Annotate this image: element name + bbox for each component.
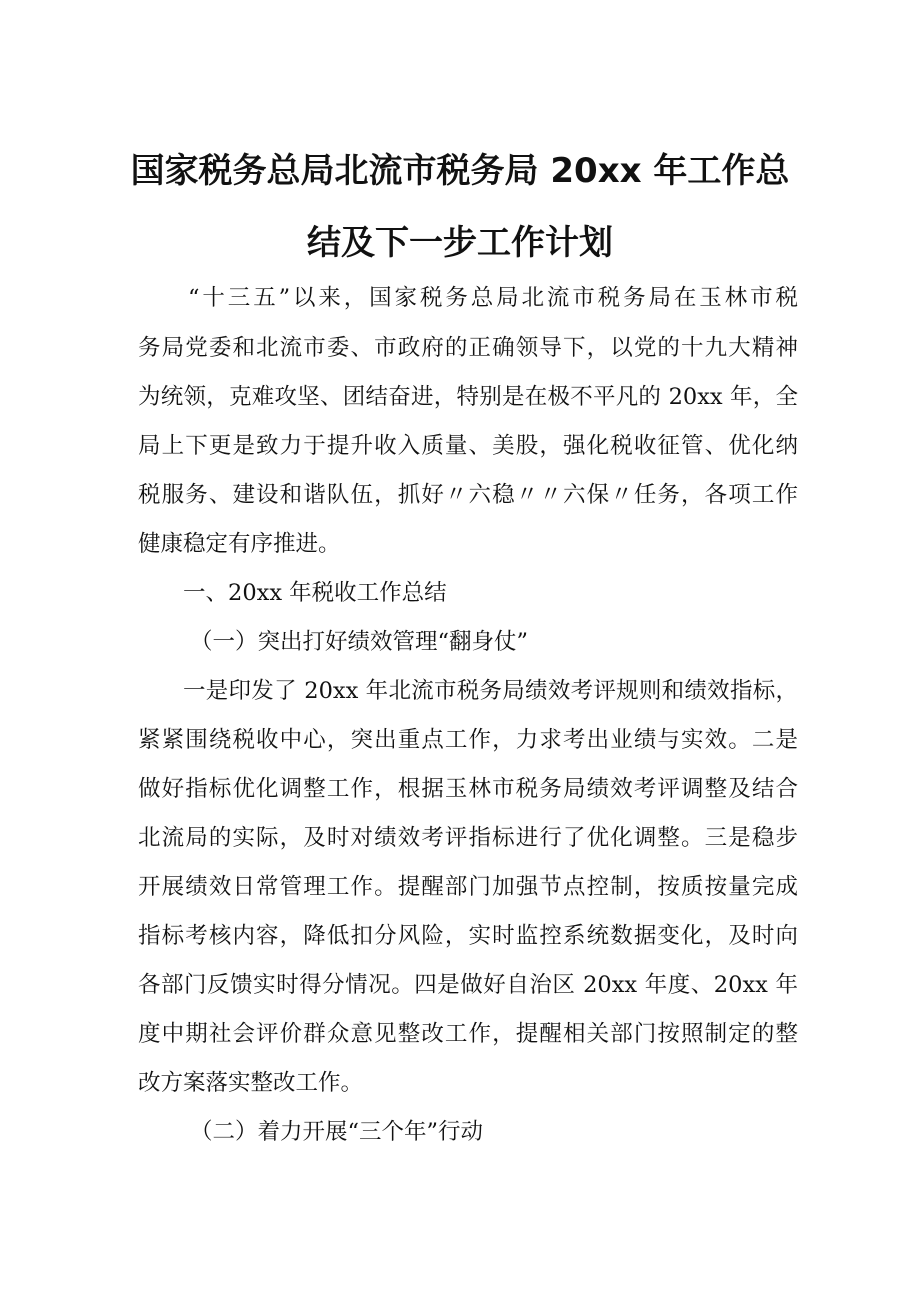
paragraph-line: 改方案落实整改工作。: [138, 1070, 364, 1096]
paragraph-line: 局上下更是致力于提升收入质量、美股，强化税收征管、优化纳: [138, 433, 798, 459]
section-heading: 一、20xx 年税收工作总结: [183, 580, 447, 606]
document-title-line-2: 结及下一步工作计划: [307, 223, 613, 263]
paragraph-line: 开展绩效日常管理工作。提醒部门加强节点控制，按质按量完成: [138, 874, 798, 900]
paragraph-line: “十三五”以来，国家税务总局北流市税务局在玉林市税: [188, 285, 798, 311]
paragraph-line: 北流局的实际，及时对绩效考评指标进行了优化调整。三是稳步: [138, 825, 798, 851]
paragraph-line: 为统领，克难攻坚、团结奋进，特别是在极不平凡的 20xx 年，全: [138, 384, 798, 410]
paragraph-line: 各部门反馈实时得分情况。四是做好自治区 20xx 年度、20xx 年: [138, 972, 798, 998]
subsection-heading: （一）突出打好绩效管理“翻身仗”: [190, 629, 529, 655]
paragraph-line: 指标考核内容，降低扣分风险，实时监控系统数据变化，及时向: [138, 923, 798, 949]
paragraph-line: 紧紧围绕税收中心，突出重点工作，力求考出业绩与实效。二是: [138, 727, 798, 753]
subsection-heading: （二）着力开展“三个年”行动: [190, 1119, 484, 1145]
paragraph-line: 税服务、建设和谐队伍，抓好〃六稳〃〃六保〃任务，各项工作: [138, 482, 798, 508]
document-title-line-1: 国家税务总局北流市税务局 20xx 年工作总: [130, 151, 790, 191]
paragraph-line: 一是印发了 20xx 年北流市税务局绩效考评规则和绩效指标，: [183, 678, 798, 704]
paragraph-line: 务局党委和北流市委、市政府的正确领导下，以党的十九大精神: [138, 335, 798, 361]
paragraph-line: 做好指标优化调整工作，根据玉林市税务局绩效考评调整及结合: [138, 776, 798, 802]
paragraph-line: 健康稳定有序推进。: [138, 531, 341, 557]
paragraph-line: 度中期社会评价群众意见整改工作，提醒相关部门按照制定的整: [138, 1021, 798, 1047]
